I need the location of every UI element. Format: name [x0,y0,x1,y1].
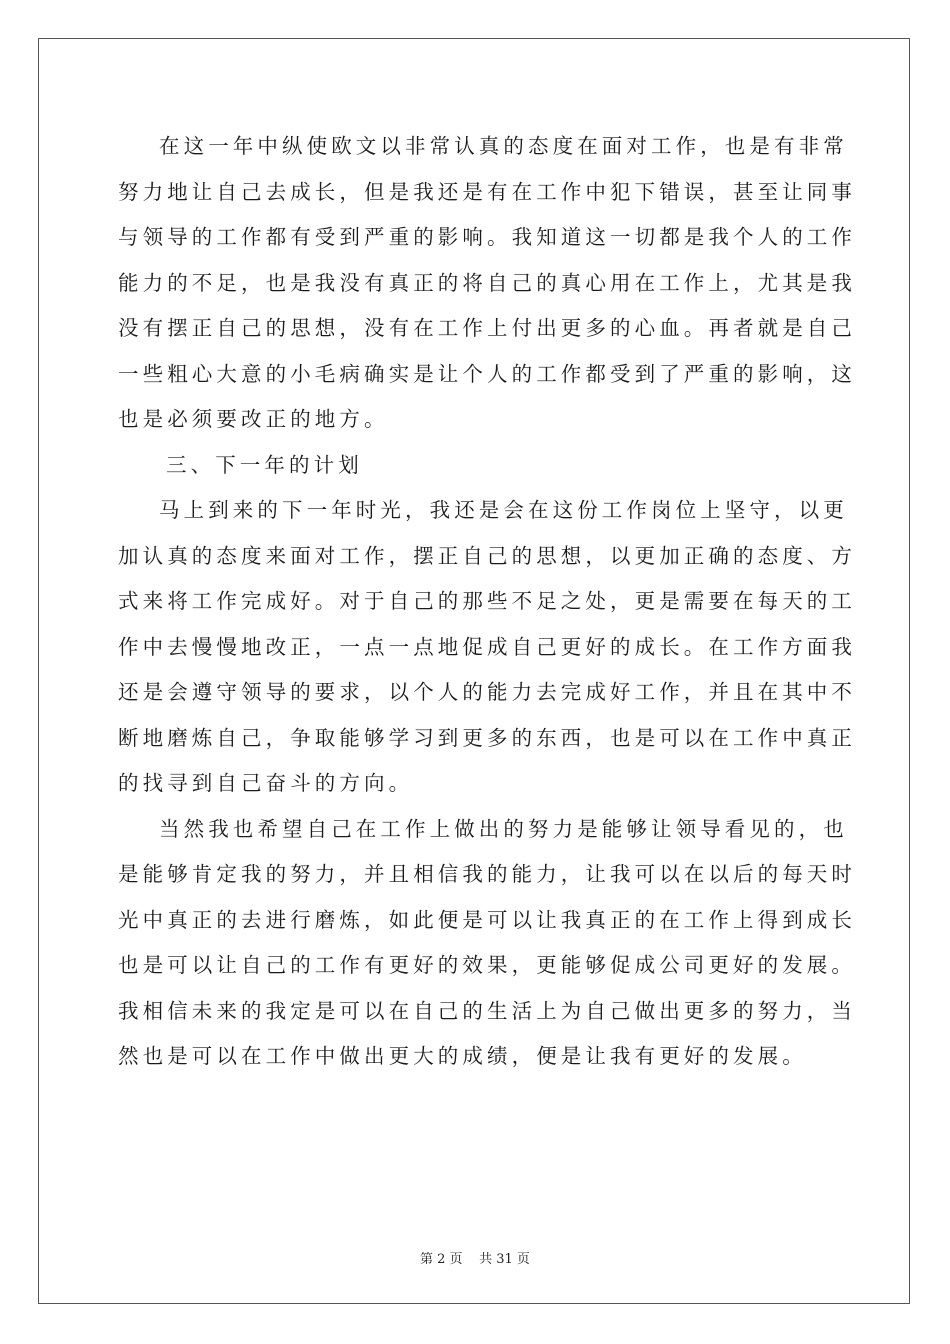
text-line: 作中去慢慢地改正，一点一点地促成自己更好的成长。在工作方面我 [118,634,856,659]
document-body [118,124,856,1080]
section-heading: 三、下一年的计划 [166,452,363,477]
text-line: 也是必须要改正的地方。 [118,407,389,431]
text-line: 没有摆正自己的思想，没有在工作上付出更多的心血。再者就是自己 [118,316,856,340]
paragraph-plan [118,488,856,807]
page-number: 第 2 页 [420,1252,463,1267]
page-footer [0,1248,950,1267]
text-line: 马上到来的下一年时光，我还是会在这份工作岗位上坚守，以更 [159,498,848,522]
text-line: 式来将工作完成好。对于自己的那些不足之处，更是需要在每天的工 [118,589,856,613]
page-total: 共 31 页 [479,1252,530,1267]
text-line: 当然我也希望自己在工作上做出的努力是能够让领导看见的，也 [159,816,848,841]
text-line: 也是可以让自己的工作有更好的效果，更能够促成公司更好的发展。 [118,953,856,977]
text-line: 一些粗心大意的小毛病确实是让个人的工作都受到了严重的影响，这 [118,361,856,386]
text-line: 与领导的工作都有受到严重的影响。我知道这一切都是我个人的工作 [118,225,856,249]
text-line: 能力的不足，也是我没有真正的将自己的真心用在工作上，尤其是我 [118,270,856,295]
paragraph-hope [118,807,856,1080]
text-line: 的找寻到自己奋斗的方向。 [118,771,414,795]
text-line: 光中真正的去进行磨炼，如此便是可以让我真正的在工作上得到成长 [118,907,856,932]
text-line: 在这一年中纵使欧文以非常认真的态度在面对工作，也是有非常 [159,134,848,158]
text-line: 断地磨炼自己，争取能够学习到更多的东西，也是可以在工作中真正 [118,725,856,750]
text-line: 还是会遵守领导的要求，以个人的能力去完成好工作，并且在其中不 [118,680,856,704]
text-line: 我相信未来的我定是可以在自己的生活上为自己做出更多的努力，当 [118,998,856,1023]
paragraph-reflection [118,124,856,443]
text-line: 加认真的态度来面对工作，摆正自己的思想，以更加正确的态度、方 [118,543,856,568]
text-line: 然也是可以在工作中做出更大的成绩，便是让我有更好的发展。 [118,1044,807,1068]
text-line: 努力地让自己去成长，但是我还是有在工作中犯下错误，甚至让同事 [118,179,856,204]
text-line: 是能够肯定我的努力，并且相信我的能力，让我可以在以后的每天时 [118,862,856,886]
